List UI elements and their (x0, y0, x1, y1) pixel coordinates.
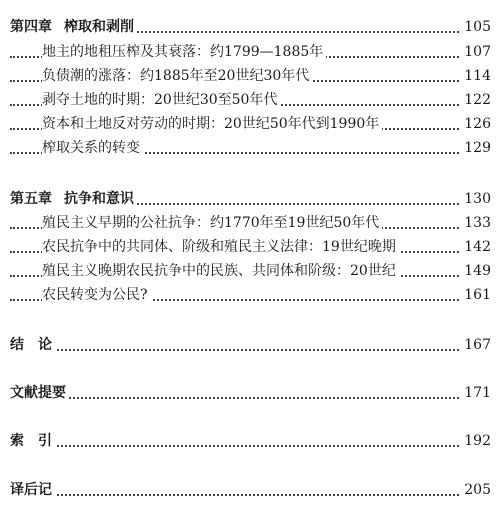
dot-leader (10, 349, 490, 351)
page-number: 114 (461, 65, 491, 87)
toc-section-entry[interactable] (0, 260, 500, 282)
section-title: 剥夺土地的时期：20世纪30至50年代 (42, 89, 280, 111)
toc-section-entry[interactable] (0, 41, 500, 63)
toc-chapter-entry[interactable] (0, 382, 500, 404)
chapter-number: 文献提要 (10, 385, 66, 401)
toc-section-entry[interactable] (0, 212, 500, 234)
toc-section-entry[interactable] (0, 113, 500, 135)
chapter-title: 榨取和剥削 (64, 19, 134, 35)
page-number: 171 (461, 382, 491, 404)
toc-entry-label (10, 334, 55, 356)
dot-leader (10, 494, 490, 496)
page-number: 142 (461, 236, 491, 258)
section-title: 殖民主义晚期农民抗争中的民族、共同体和阶级：20世纪 (42, 260, 399, 282)
toc-entry-label (10, 188, 137, 210)
toc-entry-label (10, 479, 55, 501)
page-number: 133 (461, 212, 491, 234)
toc-entry-label (10, 16, 137, 38)
page-number: 167 (461, 334, 491, 356)
chapter-number: 索 引 (10, 433, 52, 449)
section-title: 殖民主义早期的公社抗争：约1770年至19世纪50年代 (42, 212, 382, 234)
page-number: 129 (461, 137, 491, 159)
page-number: 126 (461, 113, 491, 135)
toc-entry-label (10, 382, 69, 404)
section-title: 农民抗争中的共同体、阶级和殖民主义法律：19世纪晚期 (42, 236, 399, 258)
chapter-number: 结 论 (10, 337, 52, 353)
toc-section-entry[interactable] (0, 65, 500, 87)
toc-chapter-entry[interactable] (0, 188, 500, 210)
toc-chapter-entry[interactable] (0, 16, 500, 38)
toc-section-entry[interactable] (0, 137, 500, 159)
section-title: 榨取关系的转变 (42, 137, 143, 159)
page-number: 149 (461, 260, 491, 282)
page-number: 130 (461, 188, 491, 210)
chapter-number: 第四章 (10, 19, 52, 35)
page-number: 205 (461, 479, 491, 501)
toc-chapter-entry[interactable] (0, 479, 500, 501)
toc-entry-label (10, 430, 55, 452)
dot-leader (10, 397, 490, 399)
toc-section-entry[interactable] (0, 284, 500, 306)
chapter-number: 第五章 (10, 191, 52, 207)
toc-chapter-entry[interactable] (0, 430, 500, 452)
dot-leader (10, 445, 490, 447)
chapter-title: 抗争和意识 (64, 191, 134, 207)
section-title: 农民转变为公民? (42, 284, 151, 306)
toc-section-entry[interactable] (0, 236, 500, 258)
page-number: 122 (461, 89, 491, 111)
page-number: 107 (461, 41, 491, 63)
page-number: 192 (461, 430, 491, 452)
section-title: 资本和土地反对劳动的时期：20世纪50年代到1990年 (42, 113, 382, 135)
section-title: 负债潮的涨落：约1885年至20世纪30年代 (42, 65, 312, 87)
chapter-number: 译后记 (10, 482, 52, 498)
section-title: 地主的地租压榨及其衰落：约1799—1885年 (42, 41, 326, 63)
page-number: 161 (461, 284, 491, 306)
page-number: 105 (461, 16, 491, 38)
toc-chapter-entry[interactable] (0, 334, 500, 356)
toc-section-entry[interactable] (0, 89, 500, 111)
